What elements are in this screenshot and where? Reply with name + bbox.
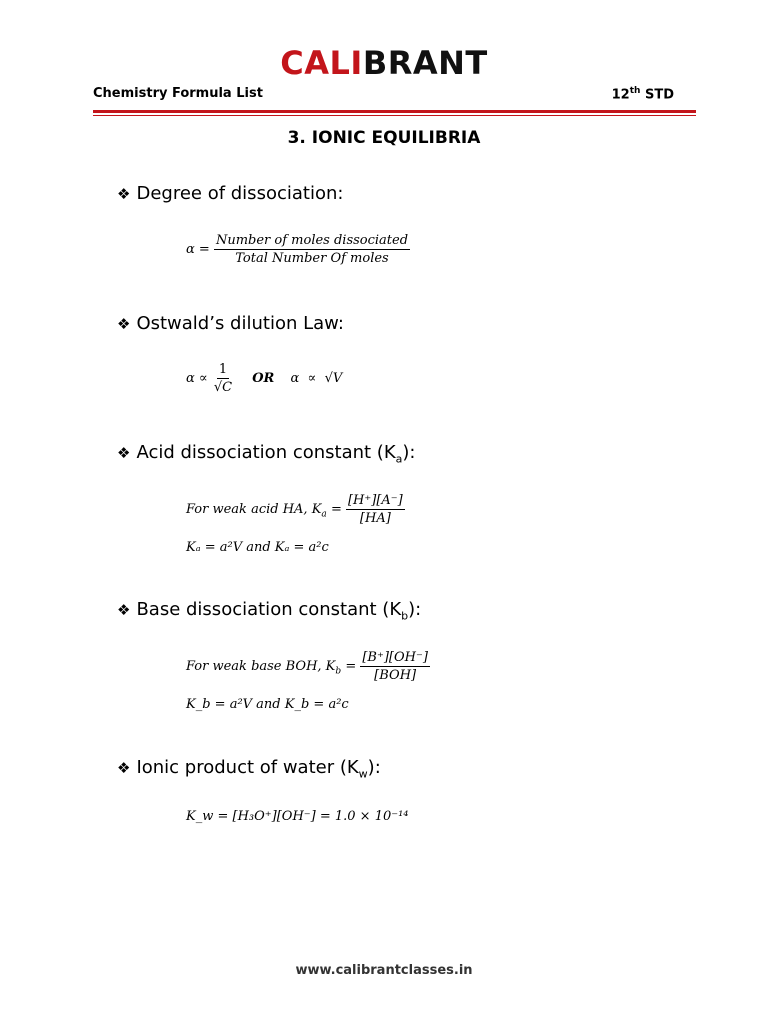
section-heading-text: Acid dissociation constant (K [136,442,396,463]
section-water-heading [117,757,381,781]
fraction-numerator: [B⁺][OH⁻] [362,650,428,665]
fraction-denominator: [HA] [359,511,391,526]
diamond-bullet-icon: ❖ [117,444,131,462]
section-ostwald-heading [117,313,344,334]
section-heading-post: ): [408,599,422,620]
section-base-heading [117,599,421,623]
formula-lhs: For weak base BOH, K [186,659,336,674]
formula-lhs-sub: a [321,509,327,520]
formula-lhs: For weak acid HA, K [186,502,322,517]
formula-base [186,650,430,683]
formula-acid-line2: Kₐ = a²V and Kₐ = a²c [186,540,329,555]
formula-water: K_w = [H₃O⁺][OH⁻] = 1.0 × 10⁻¹⁴ [186,809,409,824]
fraction-numerator: Number of moles dissociated [215,233,409,248]
header-rule-thin [93,115,696,116]
fraction-denominator: Total Number Of moles [235,251,389,266]
section-heading-sub: a [395,452,403,466]
formula-ostwald [186,362,342,395]
section-degree-heading [117,183,343,204]
section-acid-heading [117,442,415,466]
header-grade [612,86,674,102]
section-heading-text: Ionic product of water (K [136,757,359,778]
formula-lhs: α = [186,242,210,257]
section-heading-sub: b [401,609,409,623]
fraction-numerator: 1 [218,362,228,377]
section-heading-post: ): [402,442,416,463]
footer-website: www.calibrantclasses.in [295,963,473,978]
formula-acid [186,493,405,526]
formula-base-line2: K_b = a²V and K_b = a²c [186,697,349,712]
diamond-bullet-icon: ❖ [117,315,131,333]
section-heading-text: Ostwald’s dilution Law: [136,313,344,334]
fraction-denominator: √C [213,380,233,395]
formula-degree [186,233,410,266]
diamond-bullet-icon: ❖ [117,185,131,203]
or-text: OR [252,371,275,386]
section-heading-text: Base dissociation constant (K [136,599,402,620]
grade-sup: th [629,86,641,96]
header-rule-thick [93,110,696,113]
formula-rhs: α ∝ √V [290,371,343,386]
fraction [212,362,234,395]
grade-suffix: STD [644,87,674,103]
section-heading-sub: w [358,767,368,781]
fraction [346,493,405,526]
formula-lhs: α ∝ [186,371,208,386]
fraction [360,650,430,683]
grade-number: 12 [611,87,630,103]
header-subject: Chemistry Formula List [93,86,263,101]
fraction-denominator: [BOH] [374,668,417,683]
formula-lhs-sub: b [335,666,342,677]
diamond-bullet-icon: ❖ [117,759,131,777]
equals-sign: = [345,659,357,674]
brand-part-red: CALI [280,44,363,82]
fraction [214,233,410,266]
diamond-bullet-icon: ❖ [117,601,131,619]
equals-sign: = [330,502,342,517]
fraction-numerator: [H⁺][A⁻] [347,493,403,508]
section-heading-text: Degree of dissociation: [136,183,344,204]
chapter-title: 3. IONIC EQUILIBRIA [287,128,481,148]
section-heading-post: ): [367,757,381,778]
brand-part-black: BRANT [362,44,488,82]
brand-logo [0,44,768,82]
